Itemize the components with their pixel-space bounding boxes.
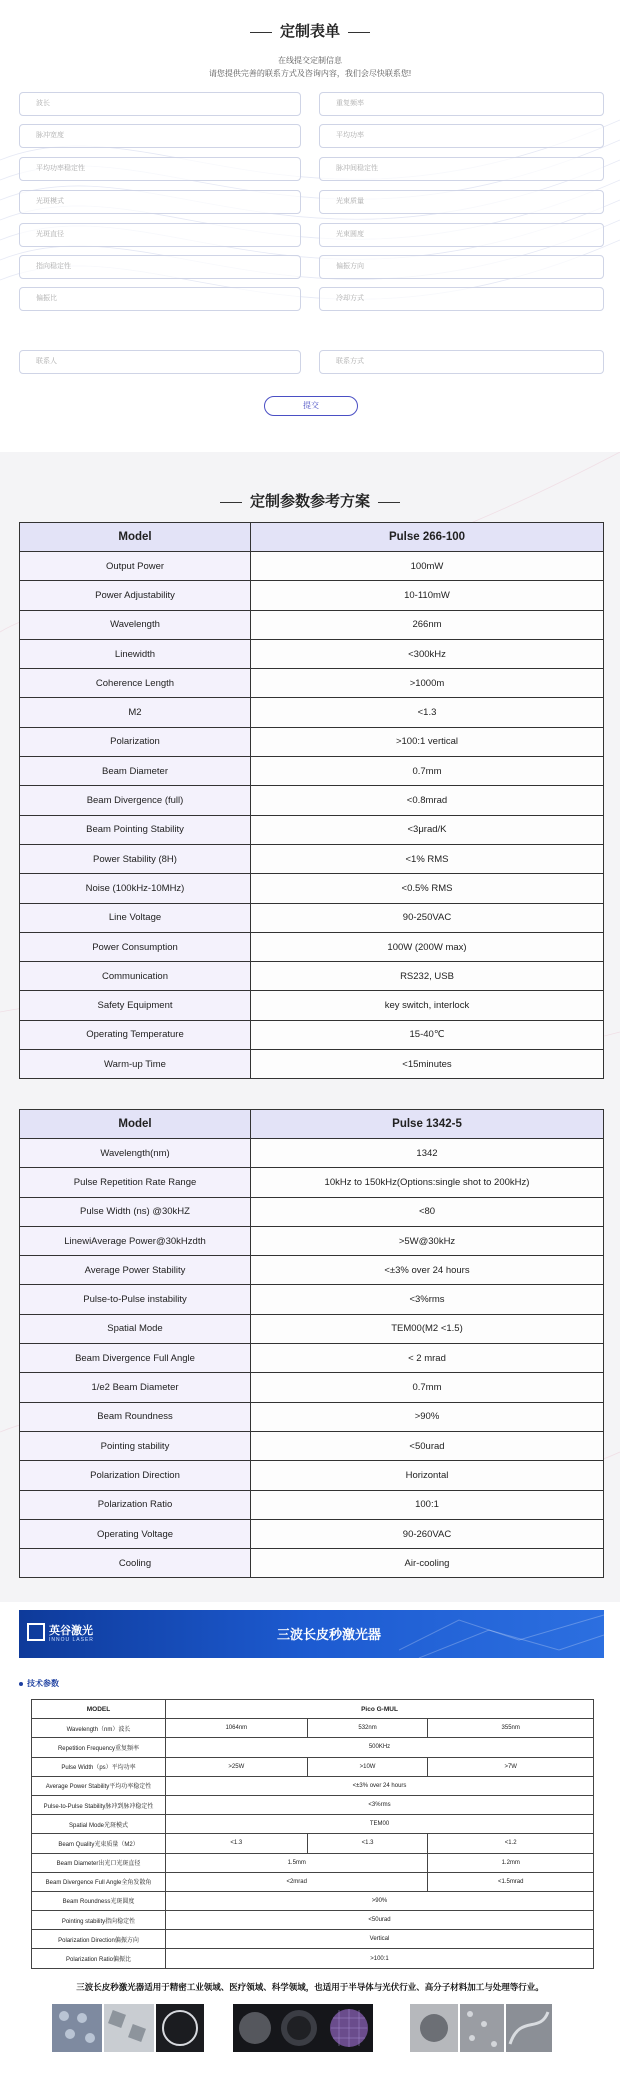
cell: 532nm (307, 1719, 428, 1738)
field-wavelength[interactable]: 波长 (19, 92, 301, 116)
tech-params-label: 技术参数 (19, 1678, 59, 1689)
table-row (32, 1776, 594, 1795)
cell: Vertical (166, 1930, 594, 1949)
table-row (20, 1020, 604, 1049)
header-model: Model (20, 1110, 251, 1139)
table-row (32, 1891, 594, 1910)
param-value-cell: 100:1 (251, 1490, 604, 1519)
cell: TEM00 (166, 1815, 594, 1834)
table-row (20, 1344, 604, 1373)
param-value-cell: >1000m (251, 669, 604, 698)
form-subtitle-note: 请您提供完善的联系方式及咨询内容，我们会尽快联系您! (208, 69, 412, 78)
param-value-cell: <0.5% RMS (251, 874, 604, 903)
cell: 500KHz (166, 1738, 594, 1757)
params-title: 定制参数参考方案 (0, 490, 620, 511)
application-photo-materials (410, 2004, 552, 2052)
param-name-cell: Polarization Ratio (20, 1490, 251, 1519)
cell: MODEL (32, 1700, 166, 1719)
table-row (20, 1256, 604, 1285)
param-value-cell: 0.7mm (251, 1373, 604, 1402)
field-pulse-stability[interactable]: 脉冲间稳定性 (319, 157, 604, 181)
form-title: 定制表单 (0, 20, 620, 41)
table-row (20, 1139, 604, 1168)
cell: <2mrad (166, 1872, 428, 1891)
cell: Pico G-MUL (166, 1700, 594, 1719)
table-row (20, 1490, 604, 1519)
table-row (20, 727, 604, 756)
param-value-cell: 90-260VAC (251, 1519, 604, 1548)
table-row (20, 815, 604, 844)
pico-spec-table (31, 1699, 594, 1969)
param-value-cell: 100mW (251, 552, 604, 581)
param-value-cell: 100W (200W max) (251, 932, 604, 961)
header-model: Model (20, 523, 251, 552)
param-value-cell: 15-40℃ (251, 1020, 604, 1049)
cell: <1.3 (166, 1834, 308, 1853)
table-row (32, 1930, 594, 1949)
param-value-cell: Horizontal (251, 1461, 604, 1490)
cell: Spatial Mode光斑模式 (32, 1815, 166, 1834)
table-row (20, 1226, 604, 1255)
param-name-cell: Pointing stability (20, 1431, 251, 1460)
cell: 1.5mm (166, 1853, 428, 1872)
application-photo-semiconductor (233, 2004, 373, 2052)
param-value-cell: <15minutes (251, 1050, 604, 1079)
param-name-cell: Wavelength (20, 610, 251, 639)
cell: Pointing stability指向稳定性 (32, 1911, 166, 1930)
cell: Beam Divergence Full Angle全角发散角 (32, 1872, 166, 1891)
table-row (20, 1549, 604, 1578)
param-value-cell: RS232, USB (251, 962, 604, 991)
cell: <50urad (166, 1911, 594, 1930)
table-row (20, 1373, 604, 1402)
cell: Pulse-to-Pulse Stability脉冲到脉冲稳定性 (32, 1795, 166, 1814)
cell: 1.2mm (428, 1853, 594, 1872)
table-row (20, 903, 604, 932)
cell: <3%rms (166, 1795, 594, 1814)
param-name-cell: Beam Divergence (full) (20, 786, 251, 815)
param-value-cell: <1% RMS (251, 844, 604, 873)
table-row (20, 1168, 604, 1197)
field-power-stability[interactable]: 平均功率稳定性 (19, 157, 301, 181)
param-value-cell: <50urad (251, 1431, 604, 1460)
param-value-cell: <0.8mrad (251, 786, 604, 815)
table-row (20, 1402, 604, 1431)
logo-icon (27, 1623, 45, 1641)
cell: >7W (428, 1757, 594, 1776)
cell: Wavelength（nm）波长 (32, 1719, 166, 1738)
field-polarization-direction[interactable]: 偏振方向 (319, 255, 604, 279)
param-value-cell: <±3% over 24 hours (251, 1256, 604, 1285)
param-name-cell: Pulse Repetition Rate Range (20, 1168, 251, 1197)
table-row (20, 991, 604, 1020)
custom-form-section (0, 0, 620, 452)
param-name-cell: Polarization (20, 727, 251, 756)
cell: Beam Roundness光斑圆度 (32, 1891, 166, 1910)
table-row (20, 844, 604, 873)
param-name-cell: Pulse-to-Pulse instability (20, 1285, 251, 1314)
table-row (20, 1519, 604, 1548)
param-value-cell: TEM00(M2 <1.5) (251, 1314, 604, 1343)
param-name-cell: Beam Diameter (20, 757, 251, 786)
cell: >10W (307, 1757, 428, 1776)
param-value-cell: >90% (251, 1402, 604, 1431)
table-row (20, 581, 604, 610)
table-row (20, 1285, 604, 1314)
params-section (0, 452, 620, 1602)
field-beam-roundness[interactable]: 光束圆度 (319, 223, 604, 247)
param-name-cell: Operating Temperature (20, 1020, 251, 1049)
param-name-cell: Coherence Length (20, 669, 251, 698)
param-name-cell: Warm-up Time (20, 1050, 251, 1079)
param-name-cell: Average Power Stability (20, 1256, 251, 1285)
param-value-cell: 90-250VAC (251, 903, 604, 932)
header-model-name: Pulse 1342-5 (251, 1110, 604, 1139)
spec-table-pulse-266 (19, 522, 604, 1079)
param-name-cell: Noise (100kHz-10MHz) (20, 874, 251, 903)
table-row (32, 1795, 594, 1814)
table-header-row (20, 1110, 604, 1139)
cell: 355nm (428, 1719, 594, 1738)
field-beam-quality[interactable]: 光束质量 (319, 190, 604, 214)
spec-table-pulse-1342 (19, 1109, 604, 1578)
cell: <1.5mrad (428, 1872, 594, 1891)
field-repetition-frequency[interactable]: 重复频率 (319, 92, 604, 116)
field-contact-name[interactable]: 联系人 (19, 350, 301, 374)
param-name-cell: Line Voltage (20, 903, 251, 932)
table-row (20, 962, 604, 991)
param-value-cell: < 2 mrad (251, 1344, 604, 1373)
table-row (20, 874, 604, 903)
product-banner (19, 1610, 604, 1658)
param-name-cell: Pulse Width (ns) @30kHZ (20, 1197, 251, 1226)
logo-text: 英谷激光 (49, 1625, 93, 1637)
submit-button[interactable]: 提交 (264, 396, 358, 416)
param-name-cell: Beam Pointing Stability (20, 815, 251, 844)
field-pulse-width[interactable]: 脉冲宽度 (19, 124, 301, 148)
field-cooling[interactable]: 冷却方式 (319, 287, 604, 311)
param-name-cell: Safety Equipment (20, 991, 251, 1020)
field-beam-diameter[interactable]: 光斑直径 (19, 223, 301, 247)
table-row (32, 1872, 594, 1891)
table-row (32, 1815, 594, 1834)
table-row (20, 786, 604, 815)
param-name-cell: Output Power (20, 552, 251, 581)
banner-title: 三波长皮秒激光器 (276, 1627, 381, 1642)
table-row (32, 1853, 594, 1872)
table-row (20, 639, 604, 668)
cell: >25W (166, 1757, 308, 1776)
table-row (32, 1911, 594, 1930)
param-value-cell: <1.3 (251, 698, 604, 727)
form-subtitle: 在线提交定制信息 (278, 56, 342, 65)
cell: <±3% over 24 hours (166, 1776, 594, 1795)
param-name-cell: Beam Divergence Full Angle (20, 1344, 251, 1373)
cell: <1.2 (428, 1834, 594, 1853)
cell: Beam Quality光束质量（M2） (32, 1834, 166, 1853)
param-value-cell: 1342 (251, 1139, 604, 1168)
table-header-row (20, 523, 604, 552)
cell: Polarization Ratio偏振比 (32, 1949, 166, 1968)
field-spatial-mode[interactable]: 光斑模式 (19, 190, 301, 214)
table-row (20, 932, 604, 961)
table-row (20, 1050, 604, 1079)
param-value-cell: >100:1 vertical (251, 727, 604, 756)
param-name-cell: Communication (20, 962, 251, 991)
table-row (20, 610, 604, 639)
cell: Beam Diameter出光口光斑直径 (32, 1853, 166, 1872)
table-row (20, 757, 604, 786)
param-value-cell: >5W@30kHz (251, 1226, 604, 1255)
param-name-cell: Polarization Direction (20, 1461, 251, 1490)
param-name-cell: Wavelength(nm) (20, 1139, 251, 1168)
param-name-cell: Linewidth (20, 639, 251, 668)
cell: <1.3 (307, 1834, 428, 1853)
param-value-cell: <80 (251, 1197, 604, 1226)
param-name-cell: Power Stability (8H) (20, 844, 251, 873)
cell: 1064nm (166, 1719, 308, 1738)
product-sheet (0, 1602, 620, 2076)
table-row (32, 1719, 594, 1738)
cell: >100:1 (166, 1949, 594, 1968)
param-value-cell: 10-110mW (251, 581, 604, 610)
field-pointing-stability[interactable]: 指向稳定性 (19, 255, 301, 279)
param-name-cell: Power Adjustability (20, 581, 251, 610)
cell: Polarization Direction偏振方向 (32, 1930, 166, 1949)
field-average-power[interactable]: 平均功率 (319, 124, 604, 148)
param-value-cell: <300kHz (251, 639, 604, 668)
table-row (32, 1757, 594, 1776)
cell: >90% (166, 1891, 594, 1910)
param-value-cell: 266nm (251, 610, 604, 639)
application-text: 三波长皮秒激光器适用于精密工业领域、医疗领域、科学领域，也适用于半导体与光伏行业、高分子材料加工与处理等行业。 (76, 1982, 544, 1992)
param-name-cell: Beam Roundness (20, 1402, 251, 1431)
param-name-cell: Operating Voltage (20, 1519, 251, 1548)
cell: Repetition Frequency重复频率 (32, 1738, 166, 1757)
param-name-cell: M2 (20, 698, 251, 727)
param-value-cell: Air-cooling (251, 1549, 604, 1578)
table-row (32, 1738, 594, 1757)
field-contact-method[interactable]: 联系方式 (319, 350, 604, 374)
application-photo-wafers (52, 2004, 204, 2052)
logo-subtext: INNOU LASER (49, 1637, 94, 1643)
param-name-cell: Power Consumption (20, 932, 251, 961)
banner-pattern (399, 1610, 604, 1658)
cell: Pulse Width（ps）平均功率 (32, 1757, 166, 1776)
param-name-cell: LinewiAverage Power@30kHzdth (20, 1226, 251, 1255)
table-row (32, 1700, 594, 1719)
param-value-cell: <3%rms (251, 1285, 604, 1314)
header-model-name: Pulse 266-100 (251, 523, 604, 552)
param-value-cell: key switch, interlock (251, 991, 604, 1020)
field-polarization-ratio[interactable]: 偏振比 (19, 287, 301, 311)
table-row (20, 1431, 604, 1460)
table-row (20, 1314, 604, 1343)
table-row (20, 669, 604, 698)
param-value-cell: 0.7mm (251, 757, 604, 786)
table-row (20, 552, 604, 581)
table-row (32, 1834, 594, 1853)
cell: Average Power Stability平均功率稳定性 (32, 1776, 166, 1795)
table-row (32, 1949, 594, 1968)
param-name-cell: Cooling (20, 1549, 251, 1578)
table-row (20, 698, 604, 727)
param-value-cell: <3μrad/K (251, 815, 604, 844)
param-value-cell: 10kHz to 150kHz(Options:single shot to 200kHz) (251, 1168, 604, 1197)
table-row (20, 1197, 604, 1226)
param-name-cell: Spatial Mode (20, 1314, 251, 1343)
param-name-cell: 1/e2 Beam Diameter (20, 1373, 251, 1402)
table-row (20, 1461, 604, 1490)
